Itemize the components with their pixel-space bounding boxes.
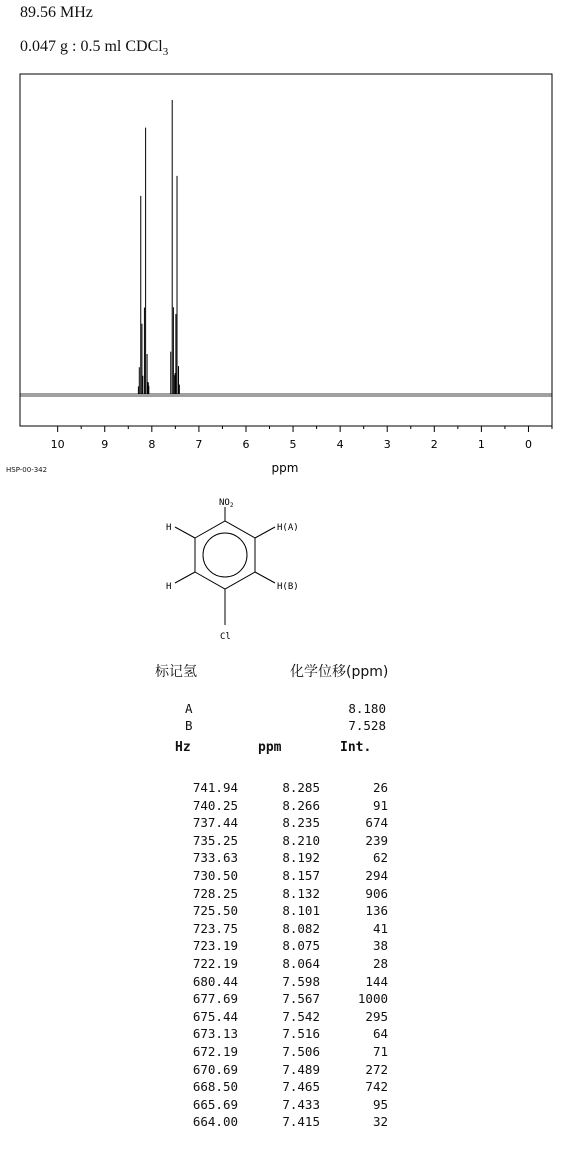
col-header-ppm: ppm [258,740,282,755]
assignment-header-shift: 化学位移(ppm) [290,664,389,680]
table-row [160,833,400,851]
hz-cell: 722.19 [192,955,238,971]
table-row [160,815,400,833]
chloro-label: Cl [220,632,231,642]
hz-cell: 675.44 [192,1008,238,1024]
sample-concentration [20,38,168,58]
int-cell: 674 [365,815,388,831]
ppm-cell: 7.506 [282,1043,320,1059]
x-tick-label: 8 [148,438,156,451]
hz-cell: 725.50 [192,903,238,919]
ppm-cell: 7.567 [282,991,320,1007]
hz-cell: 672.19 [192,1043,238,1059]
hz-cell: 664.00 [192,1114,238,1130]
hz-cell: 741.94 [192,780,238,795]
int-cell: 95 [372,1096,388,1112]
int-cell: 294 [365,867,388,883]
x-tick-label: 4 [336,438,344,451]
ppm-cell: 8.132 [282,885,320,901]
hz-cell: 737.44 [192,815,238,831]
int-cell: 62 [372,850,388,866]
hz-cell: 680.44 [192,973,238,989]
int-cell: 906 [365,885,388,901]
table-row [160,921,400,939]
bond-top-right [255,527,275,538]
hz-cell: 735.25 [192,832,238,848]
table-row [160,868,400,886]
benzene-ring [195,521,255,589]
bond-bottom-right [255,572,275,583]
ppm-cell: 7.433 [282,1096,320,1112]
assignment-header-hydrogen: 标记氢 [155,664,197,680]
nitro-label: $NO_2$ [219,498,234,509]
table-row [160,1062,400,1080]
x-tick-label: 9 [101,438,109,451]
h-b-label: H(B) [277,582,299,592]
hz-cell: 728.25 [192,885,238,901]
hz-cell: 730.50 [192,867,238,883]
x-tick-label: 3 [383,438,391,451]
col-header-int: Int. [340,740,372,755]
sample-text: 0.047 g : 0.5 ml CDCl [20,38,163,55]
h-top-left: H [166,523,172,533]
int-cell: 91 [372,797,388,813]
assignment-label-a: A [185,701,193,716]
table-row [160,798,400,816]
assignment-value-a: 8.180 [348,701,386,716]
ppm-cell: 8.101 [282,903,320,919]
int-cell: 272 [365,1061,388,1077]
x-tick-label: 6 [242,438,250,451]
int-cell: 26 [372,780,388,795]
ppm-cell: 8.064 [282,955,320,971]
x-tick-label: 7 [195,438,203,451]
h-bottom-left: H [166,582,172,592]
hz-cell: 723.75 [192,920,238,936]
table-row [160,1026,400,1044]
ppm-cell: 7.489 [282,1061,320,1077]
table-row [160,850,400,868]
ppm-cell: 8.192 [282,850,320,866]
ppm-cell: 7.516 [282,1026,320,1042]
hz-cell: 677.69 [192,991,238,1007]
assignment-value-b: 7.528 [348,718,386,733]
x-tick-label: 0 [524,438,532,451]
ppm-cell: 7.542 [282,1008,320,1024]
table-row [160,1079,400,1097]
x-tick-label: 5 [289,438,297,451]
int-cell: 136 [365,903,388,919]
table-row [160,974,400,992]
x-tick-label: 2 [430,438,438,451]
h-a-label: H(A) [277,523,299,533]
aromatic-circle [203,533,247,577]
int-cell: 64 [372,1026,388,1042]
table-row [160,903,400,921]
plot-frame [20,74,552,426]
ppm-cell: 8.235 [282,815,320,831]
molecule-structure [120,490,340,650]
int-cell: 32 [372,1114,388,1130]
hz-cell: 733.63 [192,850,238,866]
x-axis-label: ppm [271,461,299,475]
spectrum-code: HSP-00-342 [6,466,48,474]
int-cell: 295 [365,1008,388,1024]
table-row [160,1097,400,1115]
bond-bottom-left [175,572,195,583]
hz-cell: 723.19 [192,938,238,954]
sample-subscript: 3 [162,46,169,59]
int-cell: 28 [372,955,388,971]
ppm-cell: 8.157 [282,867,320,883]
col-header-hz: Hz [175,740,191,755]
table-row [160,1009,400,1027]
ppm-cell: 8.210 [282,832,320,848]
ppm-cell: 8.075 [282,938,320,954]
int-cell: 41 [372,920,388,936]
table-row [160,886,400,904]
int-cell: 742 [365,1079,388,1095]
ppm-cell: 8.285 [282,780,320,795]
spectrometer-frequency: 89.56 MHz [20,4,93,21]
ppm-cell: 8.082 [282,920,320,936]
int-cell: 239 [365,832,388,848]
hz-cell: 740.25 [192,797,238,813]
table-row [160,780,400,798]
hz-cell: 668.50 [192,1079,238,1095]
int-cell: 144 [365,973,388,989]
bond-top-left [175,527,195,538]
x-tick-label: 10 [50,438,65,451]
table-row [160,991,400,1009]
x-tick-label: 1 [477,438,485,451]
int-cell: 38 [372,938,388,954]
peak-table [160,780,400,1132]
ppm-cell: 7.598 [282,973,320,989]
assignment-label-b: B [185,718,193,733]
int-cell: 71 [372,1043,388,1059]
table-row [160,938,400,956]
hz-cell: 665.69 [192,1096,238,1112]
hz-cell: 673.13 [192,1026,238,1042]
ppm-cell: 8.266 [282,797,320,813]
ppm-cell: 7.465 [282,1079,320,1095]
table-row [160,956,400,974]
table-row [160,1044,400,1062]
int-cell: 1000 [357,991,388,1007]
nmr-spectrum-chart [0,70,570,490]
hz-cell: 670.69 [192,1061,238,1077]
table-row [160,1114,400,1132]
ppm-cell: 7.415 [282,1114,320,1130]
